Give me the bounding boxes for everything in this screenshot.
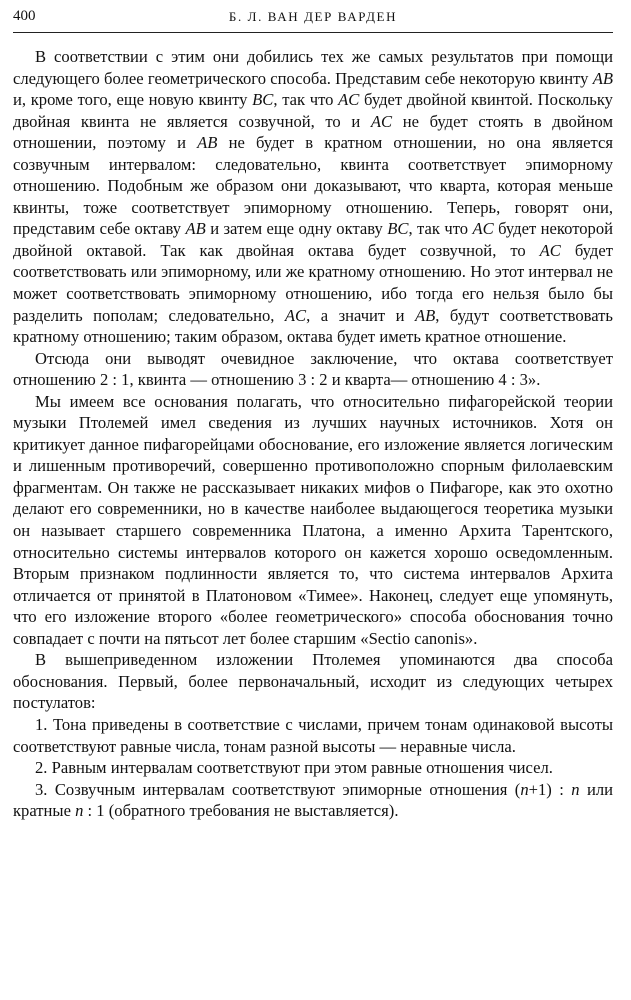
math-ab: AB — [592, 68, 613, 88]
math-ac: AC — [539, 240, 561, 260]
math-bc: BC — [387, 219, 409, 239]
math-n: n — [571, 779, 580, 799]
paragraph-ptolemy-sources: Мы имеем все основания полагать, что относительно пифагорейской теории музыки Птолемей имел сведения из лучших научных источников. Хотя он критикует данное пифагорейцами обоснование, его изложение является логическим и лишенным противоречий, совершенно противоположно спорным филолаевским фрагментам. Он также не рассказывает никаких мифов о Пифагоре, как это охотно делают его современники, но в качестве наиболее выдающегося теоретика музыки он называет старшего современника Платона, а именно Архита Тарентского, относительно системы интервалов которого он кажется хорошо осведомленным. Вторым признаком подлинности является то, что система интервалов Архита отличается от принятой в Платоновом «Тимее». Наконец, следует еще упомянуть, что его изложение второго «более геометрического» способа обоснования точно совпадает с почти на пятьсот лет более старшим «Sectio canonis». — [13, 391, 613, 648]
math-ac: AC — [338, 90, 360, 110]
math-ab: AB — [415, 305, 436, 325]
postulate-2: 2. Равным интервалам соответствуют при этом равные отношения чисел. — [35, 758, 553, 778]
page-number: 400 — [13, 8, 36, 24]
header-title: Б. Л. ВАН ДЕР ВАРДЕН — [228, 9, 398, 24]
paragraph-conclusion: Отсюда они выводят очевидное заключение, что октава соответствует отношению 2 : 1, квинта — отношению 3 : 2 и кварта— отношению 4 : 3». — [13, 348, 613, 390]
postulate-1: 1. Тона приведены в соответствие с числами, причем тонам одинаковой высоты соответствуют равные числа, тонам разной высоты — неравные числа. — [13, 714, 613, 756]
running-head — [13, 6, 613, 33]
math-bc: BC — [252, 90, 274, 110]
math-n: n — [75, 801, 84, 821]
math-ac: AC — [472, 219, 494, 239]
math-ac: AC — [370, 111, 393, 131]
paragraph-two-methods: В вышеприведенном изложении Птолемея упоминаются два способа обоснования. Первый, более первоначальный, исходит из следующих четырех постулатов: — [13, 650, 613, 713]
math-ab: AB — [185, 219, 206, 239]
math-ab: AB — [197, 133, 218, 153]
math-ac: AC — [284, 305, 307, 325]
body-text — [13, 46, 613, 822]
postulate-3: 3. Созвучным интервалам соответствуют эпиморные отношения (n+1) : n или кратные n : 1 (обратного требования не выставляется). — [13, 779, 613, 821]
math-n: n — [520, 779, 529, 799]
paragraph-geometric-method: В соответствии с этим они добились тех же самых результатов при помощи следующего более геометрического способа. Представим себе некоторую квинту AB и, кроме того, еще новую квинту BC, так что AC будет двойной квинтой. Поскольку двойная квинта не является созвучной, то и AC не будет стоять в двойном отношении, поэтому и AB не будет в кратном отношении, но она является созвучным интервалом: следовательно, квинта соответствует эпиморному отношению. Подобным же образом они доказывают, что кварта, которая меньше квинты, тоже соответствует эпиморному отношению. Теперь, говорят они, представим себе октаву AB и затем еще одну октаву BC, так что AC будет некоторой двойной октавой. Так как двойная октава будет созвучной, то AC будет соответствовать или эпиморному, или же кратному отношению. Но этот интервал не может соответствовать эпиморному отношению, ибо тогда его нельзя было бы разделить пополам; следовательно, AC, а значит и AB, будут соответствовать кратному отношению; таким образом, октава будет иметь кратное отношение. — [13, 47, 614, 347]
